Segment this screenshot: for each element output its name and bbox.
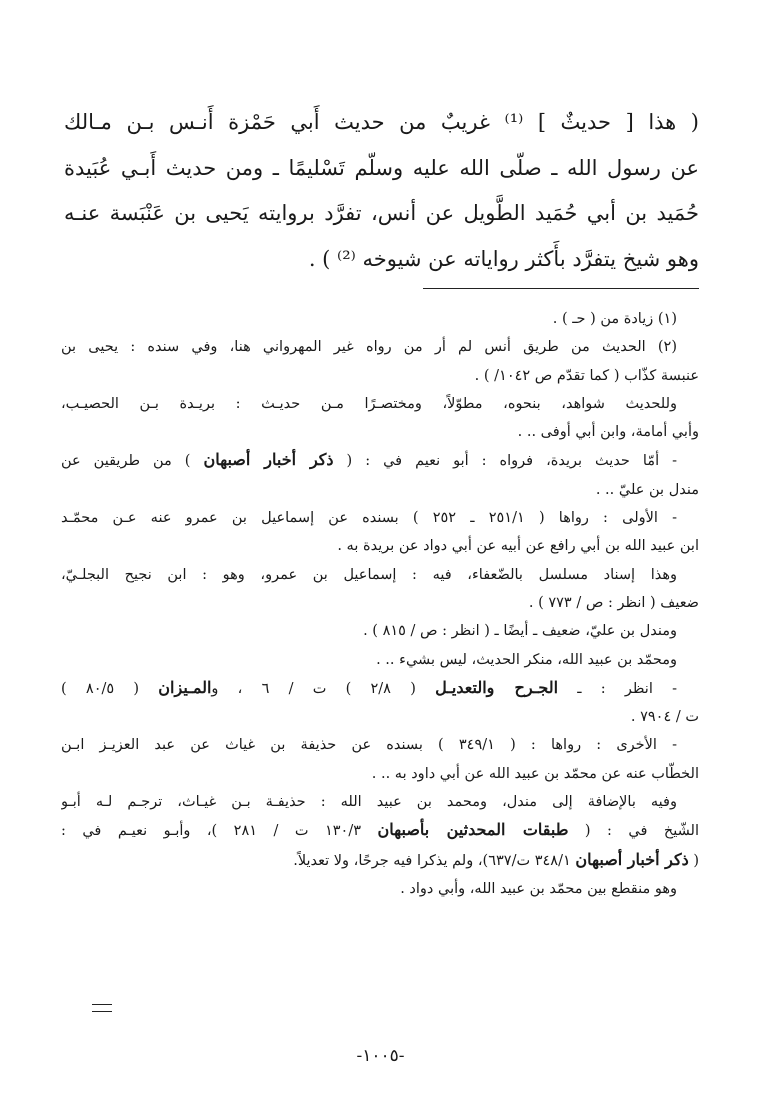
- footnote-text: مندل بن عليّ .. .: [595, 481, 699, 498]
- footnote-text: عنبسة كذّاب ( كما تقدّم ص ١٠٤٢/ ) .: [474, 367, 699, 384]
- page-number: -١٠٠٥-: [356, 1046, 405, 1066]
- footnote-line: [61, 390, 699, 418]
- footnote-text: الخطّاب عنه عن محمّد بن عبيد الله عن أبي داود به .. .: [371, 765, 699, 782]
- footnote-text: ( ٢/٨ ) ت / ٦ ، و: [211, 680, 436, 697]
- footnote-text: ومندل بن عليّ، ضعيف ـ أيضًا ـ ( انظر : ص / ٨١٥ ) .: [363, 623, 677, 640]
- footnote-line: [61, 816, 699, 845]
- footnote-line: [61, 788, 699, 816]
- footnote-text: ت / ٧٩٠٤ .: [630, 709, 699, 726]
- main-text: [64, 100, 699, 282]
- book-title: ذكر أخبار أصبهان: [203, 450, 334, 470]
- footnote-text: ٣٤٨/١ ت/٦٣٧)، ولم يذكرا فيه جرحًا، ولا تعديلاً.: [293, 852, 576, 869]
- footnote-text: ) من طريقين عن: [61, 453, 204, 470]
- footnote-text: (١) زيادة من ( حـ ) .: [552, 311, 677, 327]
- book-title: طبقات المحدثين بأصبهان: [377, 820, 569, 840]
- footnote-line: [61, 476, 699, 504]
- footnote-text: (: [688, 852, 699, 869]
- footnote-text: وهو منقطع بين محمّد بن عبيد الله، وأبي دواد .: [400, 880, 677, 897]
- footnote-text: - الأولى : رواها ( ٢٥١/١ ـ ٢٥٢ ) بسنده عن إسماعيل بن عمرو عنه عـن محمّـد: [61, 510, 678, 527]
- footnote-line: [61, 532, 699, 560]
- footnote-text: ١٣٠/٣ ت / ٢٨١ )، وأبـو نعيـم في :: [61, 823, 378, 840]
- main-line: عن رسول الله ـ صلّى الله عليه وسلّم تَسْليمًا ـ ومن حديث أَبـي عُبَيدة: [64, 155, 699, 180]
- book-title: المـيزان: [158, 677, 212, 697]
- continuation-marker: [92, 1004, 112, 1012]
- footnote-line: [61, 731, 699, 759]
- footnote-text: وهذا إسناد مسلسل بالضّعفاء، فيه : إسماعيل بن عمرو، وهو : ابن نجيح البجلـيّ،: [61, 566, 677, 583]
- footnote-line: [61, 646, 699, 674]
- footnote-text: وللحديث شواهد، بنحوه، مطوّلاً، ومختصـرًا مـن حديـث : بريـدة بـن الحصيـب،: [61, 395, 677, 412]
- book-title: ذكر أخبار أصبهان: [575, 849, 689, 869]
- footnote-text: - أمّا حديث بريدة، فرواه : أبو نعيم في : (: [333, 453, 677, 470]
- footnote-line: [61, 589, 699, 617]
- main-line: ( هذا [ حديثٌ ] ⁽¹⁾ غريبٌ من حديث أَبي حَمْزة أَنـس بـن مـالك: [64, 110, 699, 134]
- footnote-line: [61, 305, 699, 333]
- footnote-text: وأبي أمامة، وابن أبي أوفى .. .: [517, 424, 699, 441]
- book-title: الجـرح والتعديـل: [435, 677, 559, 697]
- footnote-line: [61, 703, 699, 731]
- footnote-line: [61, 362, 699, 390]
- footnote-line: [61, 561, 699, 589]
- footnote-line: [61, 617, 699, 645]
- footnote-text: ضعيف ( انظر : ص / ٧٧٣ ) .: [528, 594, 699, 611]
- main-line: حُمَيد بن أبي حُمَيد الطَّويل عن أنس، تفرَّد بروايته يَحيى بن عَنْبَسة عنـه: [64, 201, 699, 225]
- footnote-text: ( ٨٠/٥ ): [61, 680, 159, 697]
- footnote-line: [61, 846, 699, 875]
- footnote-line: [61, 333, 699, 361]
- footnote-line: [61, 875, 699, 903]
- footnotes: [61, 305, 699, 903]
- footnote-text: ابن عبيد الله بن أبي رافع عن أبيه عن أبي دواد عن بريدة به .: [337, 538, 699, 555]
- footnote-text: وفيه بالإضافة إلى مندل، ومحمد بن عبيد الله : حذيفـة بـن غيـاث، ترجـم لـه أبـو: [61, 794, 677, 811]
- footnote-text: (٢) الحديث من طريق أنس لم أر من رواه غير المهرواني هنا، وفي سنده : يحيى بن: [61, 339, 677, 356]
- footnote-text: - الأخرى : رواها : ( ٣٤٩/١ ) بسنده عن حذيفة بن غياث عن عبد العزيـز ابـن: [61, 737, 677, 754]
- footnote-text: الشّيخ في : (: [568, 823, 699, 840]
- main-line: وهو شيخ يتفرَّد بأَكثر رواياته عن شيوخه ⁽²⁾ ) .: [308, 246, 699, 271]
- footnote-text: - انظر : ـ: [558, 680, 677, 697]
- footnote-line: [61, 674, 699, 703]
- footnote-line: [61, 446, 699, 475]
- footnote-line: [61, 760, 699, 788]
- footnote-separator: [423, 288, 699, 289]
- footnote-text: ومحمّد بن عبيد الله، منكر الحديث، ليس بشيء .. .: [376, 651, 677, 668]
- footnote-line: [61, 504, 699, 532]
- footnote-line: [61, 418, 699, 446]
